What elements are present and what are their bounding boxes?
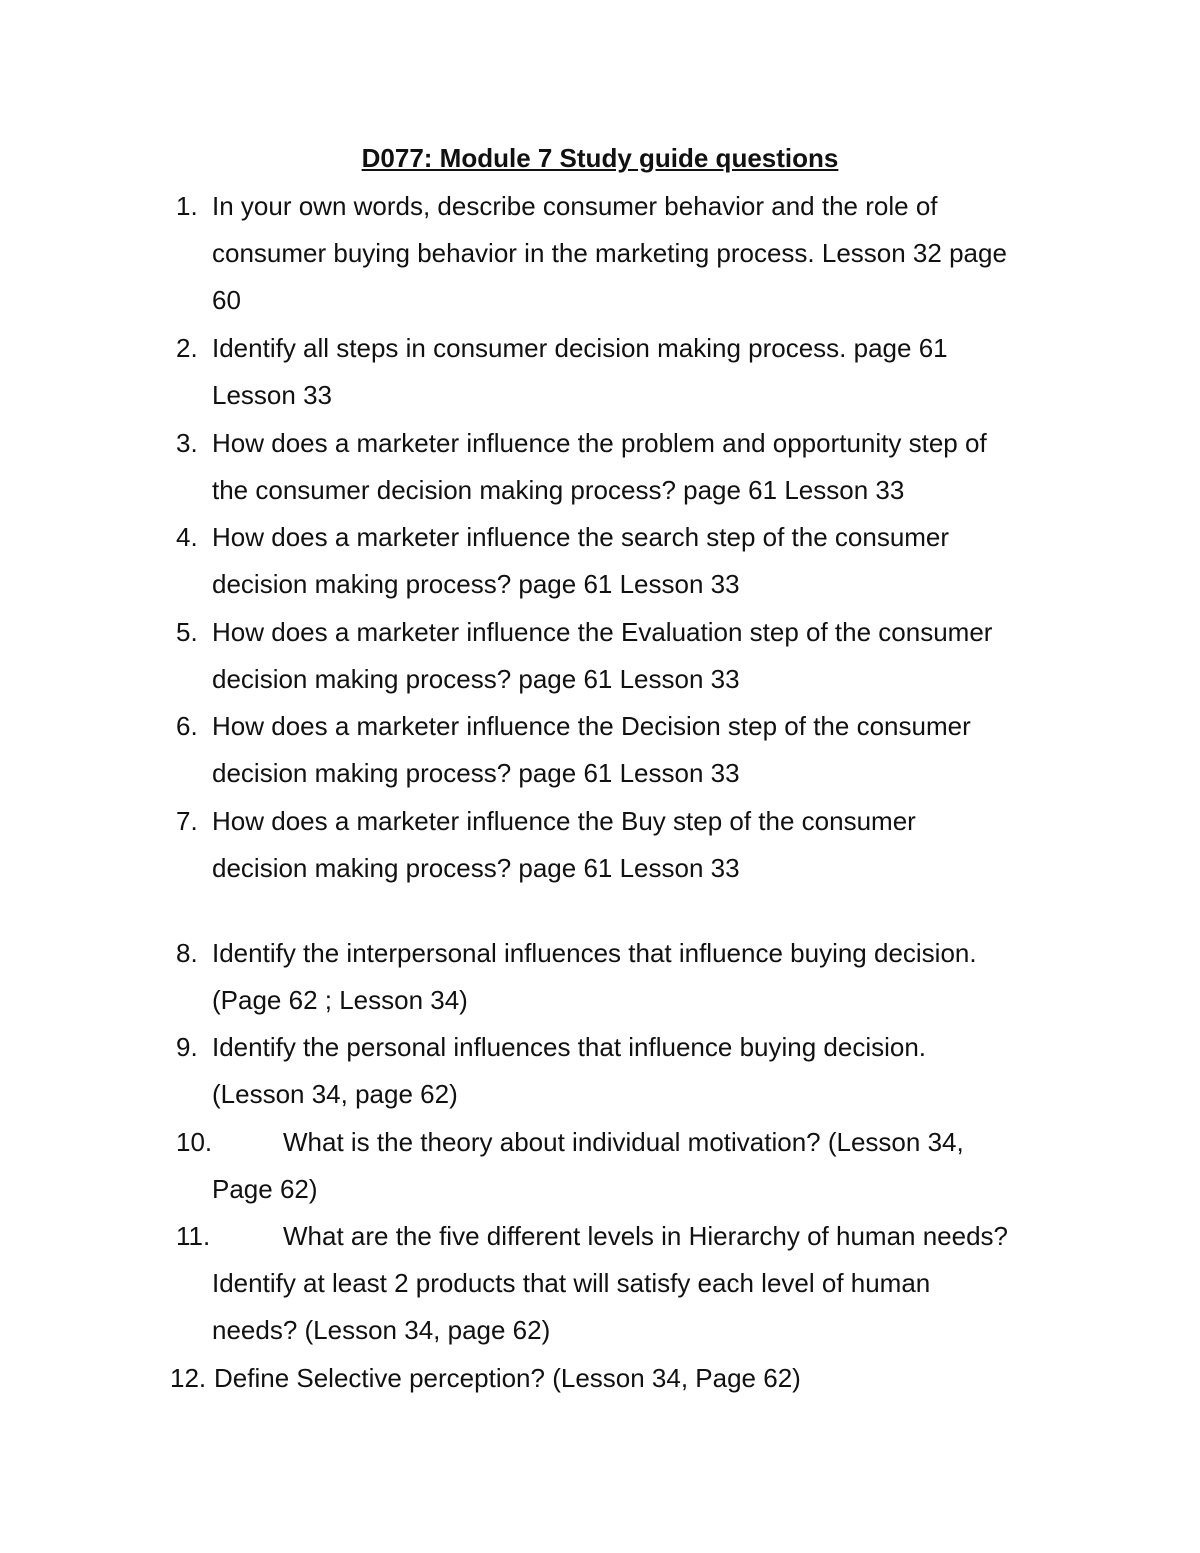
question-number: 8. <box>176 938 198 968</box>
question-text-line: 60 <box>212 285 241 315</box>
question-text-line: decision making process? page 61 Lesson 33 <box>212 569 740 599</box>
question-text-line: What are the five different levels in Hierarchy of human needs? <box>283 1221 1009 1251</box>
question-number: 10. <box>176 1127 213 1157</box>
question-number: 12. <box>170 1363 207 1393</box>
page-title: D077: Module 7 Study guide questions <box>361 143 839 173</box>
question-number: 3. <box>176 428 198 458</box>
question-text-line: the consumer decision making process? page 61 Lesson 33 <box>212 475 905 505</box>
question-text-line: consumer buying behavior in the marketing process. Lesson 32 page <box>212 238 1007 268</box>
question-text-line: decision making process? page 61 Lesson 33 <box>212 758 740 788</box>
question-number: 5. <box>176 617 198 647</box>
question-number: 11. <box>176 1221 211 1251</box>
question-text-line: Define Selective perception? (Lesson 34, Page 62) <box>214 1363 801 1393</box>
question-text-line: decision making process? page 61 Lesson 33 <box>212 664 740 694</box>
question-text-line: How does a marketer influence the Buy step of the consumer <box>212 806 916 836</box>
question-text-line: decision making process? page 61 Lesson 33 <box>212 853 740 883</box>
question-number: 1. <box>176 191 198 221</box>
question-text-line: Identify the interpersonal influences that influence buying decision. <box>212 938 977 968</box>
question-text-line: Identify at least 2 products that will satisfy each level of human <box>212 1268 931 1298</box>
question-text-line: Page 62) <box>212 1174 318 1204</box>
question-text-line: Identify all steps in consumer decision making process. page 61 <box>212 333 948 363</box>
question-text-line: How does a marketer influence the problem and opportunity step of <box>212 428 987 458</box>
question-text-line: How does a marketer influence the search step of the consumer <box>212 522 950 552</box>
question-text-line: How does a marketer influence the Decision step of the consumer <box>212 711 971 741</box>
question-text-line: (Lesson 34, page 62) <box>212 1079 458 1109</box>
question-text-line: Identify the personal influences that influence buying decision. <box>212 1032 927 1062</box>
question-number: 4. <box>176 522 198 552</box>
question-text-line: Lesson 33 <box>212 380 332 410</box>
question-text-line: In your own words, describe consumer behavior and the role of <box>212 191 938 221</box>
question-number: 7. <box>176 806 198 836</box>
question-number: 9. <box>176 1032 198 1062</box>
question-number: 6. <box>176 711 198 741</box>
question-text-line: needs? (Lesson 34, page 62) <box>212 1315 551 1345</box>
question-number: 2. <box>176 333 198 363</box>
question-text-line: How does a marketer influence the Evaluation step of the consumer <box>212 617 993 647</box>
question-text-line: What is the theory about individual motivation? (Lesson 34, <box>283 1127 964 1157</box>
question-text-line: (Page 62 ; Lesson 34) <box>212 985 468 1015</box>
